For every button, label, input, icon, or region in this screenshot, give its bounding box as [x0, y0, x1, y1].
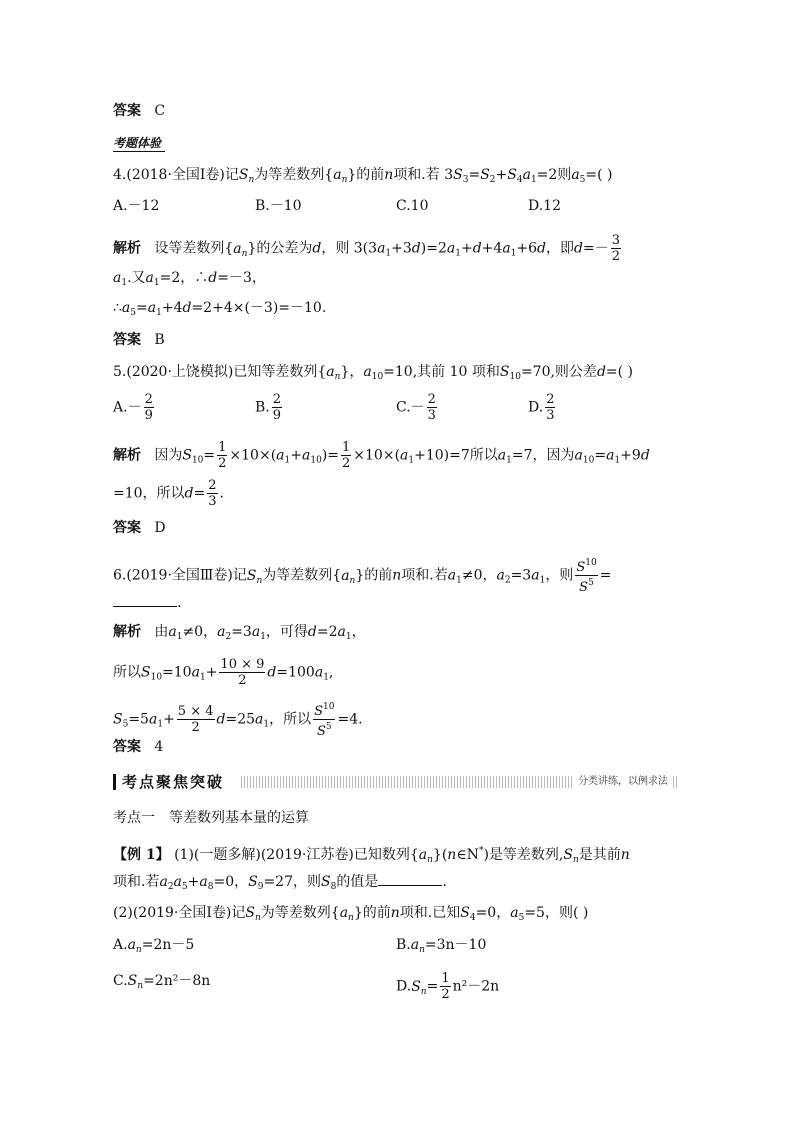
- q4-option-d: D.12: [528, 198, 561, 214]
- answer-6: 答案 4: [113, 739, 164, 755]
- section-marker: [113, 774, 116, 790]
- solution-6-line-1: 解析 由$a_1\ne 0$，$a_2=3a_1$，可得$d=2a_1$，: [113, 624, 366, 642]
- answer-label: 答案: [113, 103, 141, 119]
- solution-5-line-2: =10，所以d= $\frac{2}{3}$ .: [113, 478, 224, 509]
- answer-5: 答案 D: [113, 520, 166, 536]
- fraction: $\frac{3}{2}$: [611, 233, 620, 264]
- solution-4-line-1: 解析 设等差数列$\{a_n\}$的公差为d，则 $3(3a_1+3d)=2a_1+d+4a_1+6d$，即d=－ $\frac{3}{2}$: [113, 233, 620, 264]
- answer-4: 答案 B: [113, 332, 165, 348]
- example-1-line-2: 项和.若$a_2a_5+a_8=0$，$S_9=27$，则$S_8$的值是 .: [113, 871, 447, 897]
- ex-option-b: $B.a_n=3n-10$: [396, 937, 487, 955]
- q5-option-c: C.－ $\frac{2}{3}$: [396, 392, 436, 423]
- answer-value: C: [154, 103, 166, 119]
- solution-6-line-3: $S_5=5a_1+$ $\frac{5 \times 4}{2}$ $d=25a_1$，所以 $\frac{S^{10}}{S^5}$ =4.: [113, 702, 363, 739]
- example-1-line-1: 【例 1】 (1)(一题多解)(2019·江苏卷)已知数列$\{a_n\}(n\in N^*)$是等差数列$,S_n$是其前n: [113, 846, 630, 865]
- q5-option-d: D. $\frac{2}{3}$: [528, 392, 555, 423]
- section-title: 考点聚焦突破: [122, 773, 225, 791]
- fill-blank: [378, 871, 442, 886]
- topic-heading: 考点一 等差数列基本量的运算: [113, 810, 309, 826]
- example-1-part-2: (2)(2019·全国Ⅰ卷)记$S_n$为等差数列$\{a_n\}$的前n项和.已知$S_4=0$，$a_5=5$，则( ): [113, 905, 589, 923]
- q5-option-b: B. $\frac{2}{9}$: [255, 392, 282, 423]
- q4-option-c: C.10: [396, 198, 429, 214]
- question-4: 4.(2018·全国Ⅰ卷)记$S_n$为等差数列$\{a_n\}$的前n项和.若 $3S_3=S_2+S_4a_1=2$则$a_5=$( ): [113, 167, 613, 185]
- solution-5-line-1: 解析 因为$S_{10}=$ $\frac{1}{2}$ $\times 10\times(a_1+a_{10})=$ $\frac{1}{2}$ $\times 10\times(a_1+10)=7$所以$a_1=7$，因为$a_{10}=a_1+9d$: [113, 440, 650, 471]
- solution-6-line-2: 所以$S_{10}=10a_1+$ $\frac{10 \times 9}{2}$ $d=100a_1$,: [113, 657, 334, 688]
- section-subtitle: 分类讲练，以例求法: [574, 775, 672, 789]
- answer-3: [113, 101, 165, 121]
- section-header-bar: [113, 772, 678, 792]
- q5-option-a: A.－ $\frac{2}{9}$: [113, 392, 153, 423]
- q4-option-a: A.－12: [113, 198, 160, 214]
- fill-blank: [113, 592, 177, 607]
- ex-option-c: $C.S_n=2n^2-8n$: [113, 973, 211, 991]
- ex-option-d: $D.S_n=$ $\frac{1}{2}$ n²－2n: [396, 971, 500, 1002]
- question-5: 5.(2020·上饶模拟)已知等差数列$\{a_n\}$，$a_{10}=10$,其前 10 项和$S_{10}=70$,则公差d=( ): [113, 364, 634, 382]
- ex-option-a: $A.a_n=2n-5$: [113, 937, 195, 955]
- q4-option-b: B.－10: [255, 198, 302, 214]
- solution-4-line-3: $\therefore a_5=a_1+4d=2+4\times(-3)=-10$.: [113, 300, 327, 318]
- question-6: 6.(2019·全国Ⅲ卷)记$S_n$为等差数列$\{a_n\}$的前n项和.若$a_1\ne 0$，$a_2=3a_1$，则 $\frac{S^{10}}{S^5}$ =: [113, 558, 612, 595]
- section-tag: 考题体验: [113, 134, 165, 152]
- q6-answer-blank: .: [113, 592, 181, 613]
- solution-4-line-2: $a_1$.又$a_1=2$，∴d=－3，: [113, 270, 266, 288]
